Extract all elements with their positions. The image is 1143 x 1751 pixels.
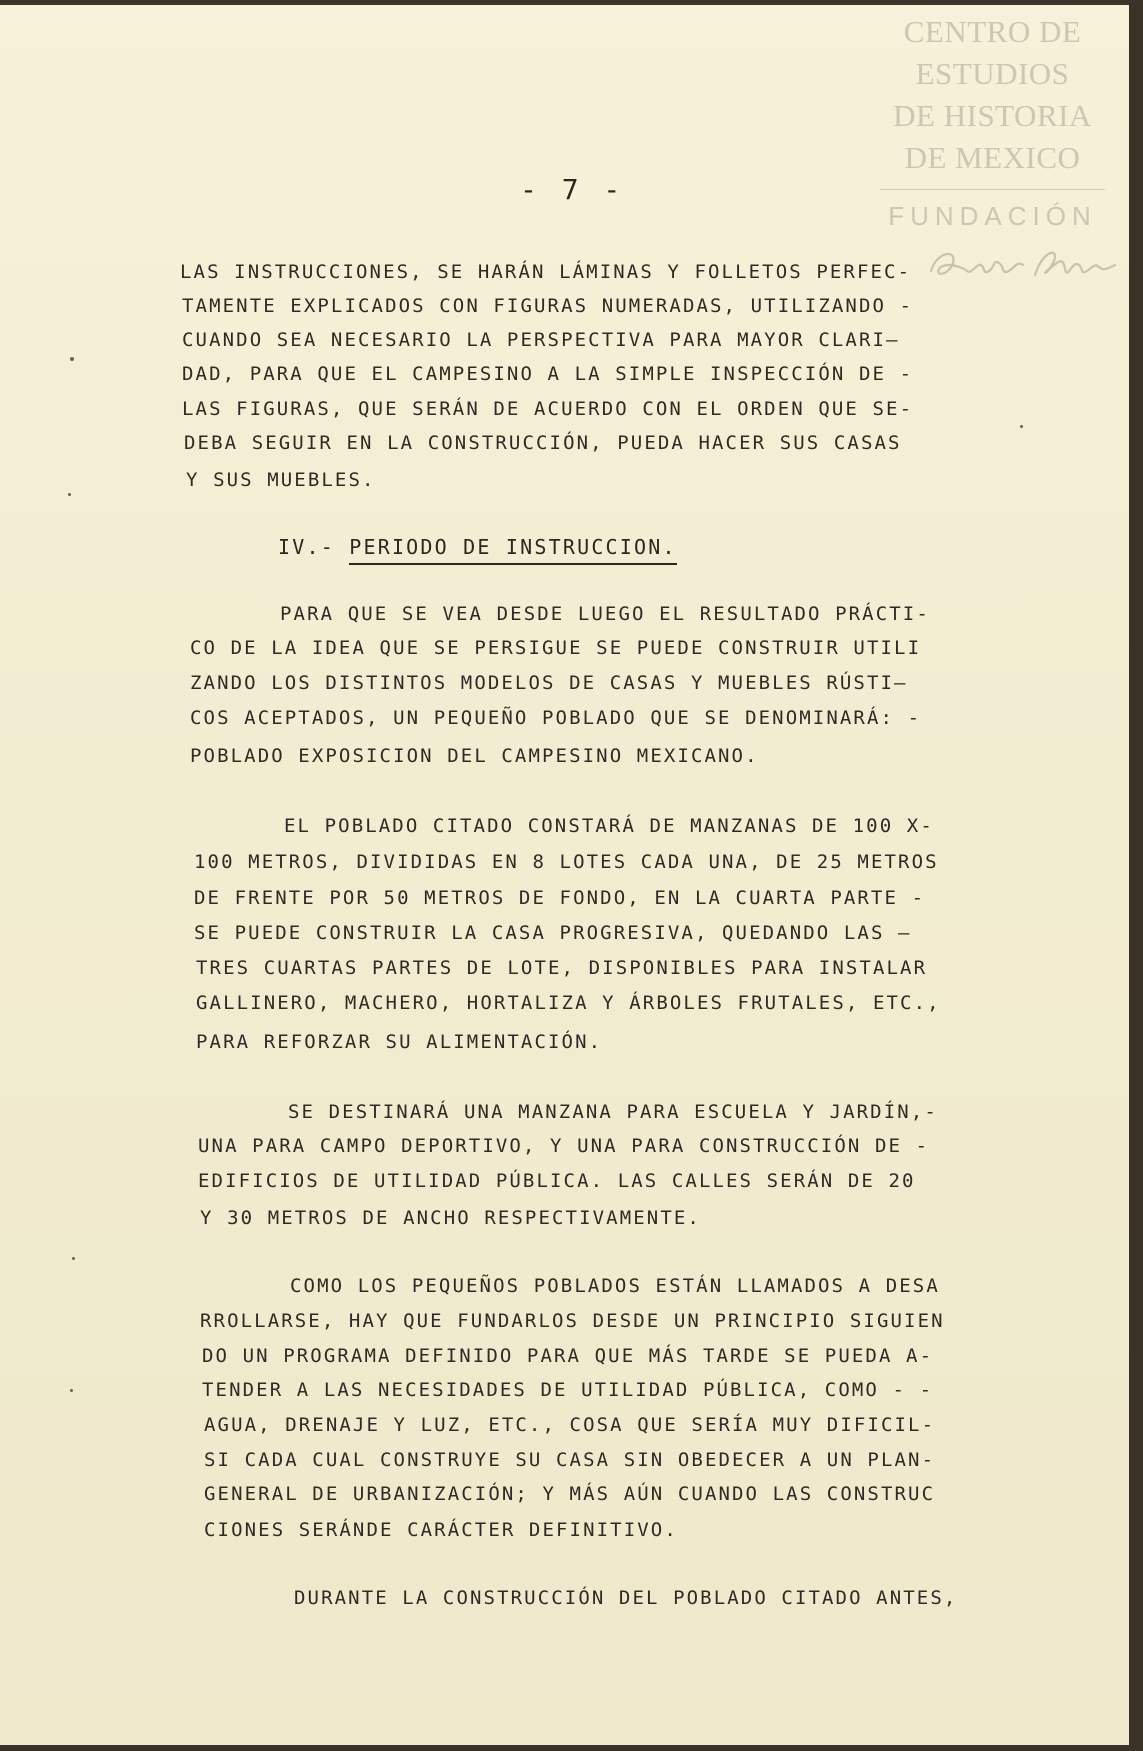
text-line: SI CADA CUAL CONSTRUYE SU CASA SIN OBEDECER A UN PLAN- — [204, 1449, 936, 1471]
text-line: Y SUS MUEBLES. — [186, 469, 376, 491]
section-title: PERIODO DE INSTRUCCION. — [349, 535, 677, 565]
text-line: TENDER A LAS NECESIDADES DE UTILIDAD PÚBLICA, COMO - - — [202, 1379, 934, 1401]
paper-speck — [72, 1257, 75, 1260]
text-line: GENERAL DE URBANIZACIÓN; Y MÁS AÚN CUANDO LAS CONSTRUC — [204, 1483, 936, 1505]
text-line: POBLADO EXPOSICION DEL CAMPESINO MEXICANO. — [190, 745, 759, 767]
text-line: GALLINERO, MACHERO, HORTALIZA Y ÁRBOLES FRUTALES, ETC., — [196, 992, 941, 1014]
paper-speck — [68, 493, 71, 496]
text-line: Y 30 METROS DE ANCHO RESPECTIVAMENTE. — [200, 1207, 701, 1229]
text-line: AGUA, DRENAJE Y LUZ, ETC., COSA QUE SERÍA MUY DIFICIL- — [204, 1414, 936, 1436]
text-line: CIONES SERÁNDE CARÁCTER DEFINITIVO. — [204, 1519, 678, 1541]
text-line: CUANDO SEA NECESARIO LA PERSPECTIVA PARA MAYOR CLARI— — [182, 329, 900, 351]
archive-watermark — [880, 11, 1105, 232]
text-line: SE PUEDE CONSTRUIR LA CASA PROGRESIVA, QUEDANDO LAS — — [194, 922, 912, 944]
text-line: EDIFICIOS DE UTILIDAD PÚBLICA. LAS CALLES SERÁN DE 20 — [198, 1170, 916, 1192]
text-line: DURANTE LA CONSTRUCCIÓN DEL POBLADO CITADO ANTES, — [294, 1587, 958, 1609]
text-line: COS ACEPTADOS, UN PEQUEÑO POBLADO QUE SE DENOMINARÁ: - — [190, 707, 922, 729]
signature-icon — [923, 241, 1123, 289]
paper-speck — [1020, 425, 1023, 428]
text-line: CO DE LA IDEA QUE SE PERSIGUE SE PUEDE CONSTRUIR UTILI — [190, 637, 922, 659]
paper-speck — [70, 1389, 73, 1392]
text-line: TAMENTE EXPLICADOS CON FIGURAS NUMERADAS, UTILIZANDO - — [182, 295, 914, 317]
watermark-line: CENTRO DE — [903, 14, 1082, 49]
page-number: - 7 - — [520, 173, 625, 206]
text-line: SE DESTINARÁ UNA MANZANA PARA ESCUELA Y JARDÍN,- — [288, 1101, 938, 1123]
watermark-line: ESTUDIOS — [915, 56, 1070, 91]
text-line: DAD, PARA QUE EL CAMPESINO A LA SIMPLE INSPECCIÓN DE - — [182, 363, 914, 385]
watermark-divider — [880, 189, 1105, 190]
text-line: 100 METROS, DIVIDIDAS EN 8 LOTES CADA UNA, DE 25 METROS — [194, 851, 939, 873]
text-line: RROLLARSE, HAY QUE FUNDARLOS DESDE UN PRINCIPIO SIGUIEN — [200, 1310, 945, 1332]
text-line: PARA QUE SE VEA DESDE LUEGO EL RESULTADO PRÁCTI- — [280, 603, 930, 625]
text-line: DEBA SEGUIR EN LA CONSTRUCCIÓN, PUEDA HACER SUS CASAS — [184, 432, 902, 454]
text-line: PARA REFORZAR SU ALIMENTACIÓN. — [196, 1031, 603, 1053]
text-line: DE FRENTE POR 50 METROS DE FONDO, EN LA CUARTA PARTE - — [194, 887, 926, 909]
watermark-line: DE HISTORIA — [893, 98, 1092, 133]
section-number: IV.- — [278, 535, 335, 559]
watermark-line: DE MEXICO — [904, 140, 1081, 175]
paper-speck — [70, 357, 74, 361]
text-line: TRES CUARTAS PARTES DE LOTE, DISPONIBLES PARA INSTALAR — [196, 957, 928, 979]
text-line: COMO LOS PEQUEÑOS POBLADOS ESTÁN LLAMADOS A DESA — [290, 1275, 940, 1297]
watermark-foundation: FUNDACIÓN — [888, 201, 1097, 231]
text-line: ZANDO LOS DISTINTOS MODELOS DE CASAS Y MUEBLES RÚSTI— — [190, 672, 908, 694]
section-heading — [278, 535, 677, 559]
text-line: EL POBLADO CITADO CONSTARÁ DE MANZANAS DE 100 X- — [284, 815, 934, 837]
text-line: DO UN PROGRAMA DEFINIDO PARA QUE MÁS TARDE SE PUEDA A- — [202, 1345, 934, 1367]
text-line: UNA PARA CAMPO DEPORTIVO, Y UNA PARA CONSTRUCCIÓN DE - — [198, 1135, 930, 1157]
text-line: LAS FIGURAS, QUE SERÁN DE ACUERDO CON EL ORDEN QUE SE- — [182, 398, 914, 420]
text-line: LAS INSTRUCCIONES, SE HARÁN LÁMINAS Y FOLLETOS PERFEC- — [180, 261, 912, 283]
